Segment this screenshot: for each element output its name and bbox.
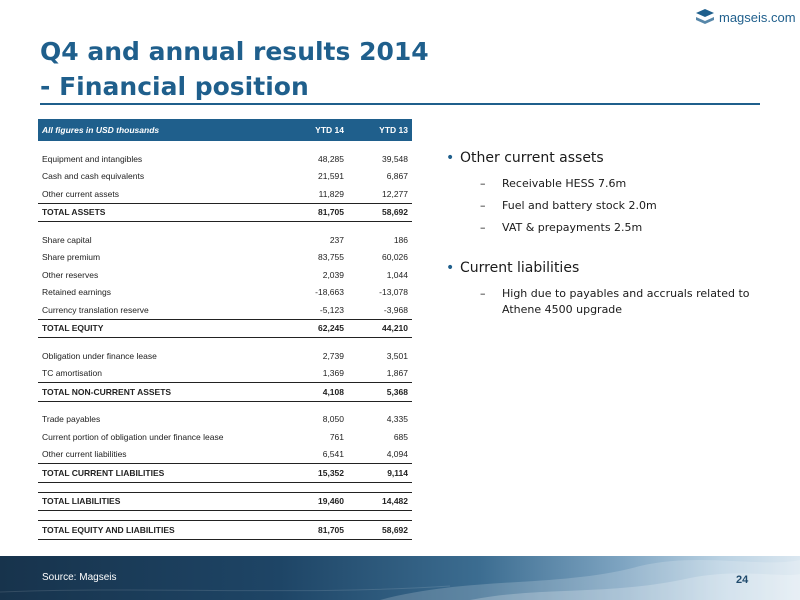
row-ytd14: 81,705 [284,203,348,222]
table-row [38,231,412,249]
row-ytd14: 8,050 [322,414,344,425]
bullet-current-liabilities: • Current liabilities [446,260,766,276]
row-ytd13: 5,368 [348,383,412,402]
row-ytd13: 6,867 [386,171,408,182]
row-label: Current portion of obligation under finance lease [42,431,224,442]
bullet-other-current-assets: • Other current assets [446,150,766,166]
row-ytd13: 14,482 [348,492,412,511]
row-ytd13: 4,094 [386,449,408,460]
table-header-row [38,119,412,141]
row-ytd14: 2,739 [322,350,344,361]
row-ytd14: -18,663 [315,287,344,298]
table-row [38,411,412,429]
table-row [38,185,412,203]
sub-bullet: – High due to payables and accruals related to Athene 4500 upgrade [446,286,766,318]
table-row [38,365,412,383]
table-row [38,266,412,284]
row-label: TOTAL ASSETS [38,203,284,222]
row-label: Other current assets [42,188,120,199]
table-row [38,249,412,267]
row-label: TC amortisation [42,368,102,379]
row-ytd13: -3,968 [383,304,408,315]
financial-position-table [38,119,412,540]
header-label: All figures in USD thousands [38,119,284,141]
table-row [38,428,412,446]
footer-banner [0,556,800,600]
row-ytd14: 48,285 [318,153,344,164]
table-row [38,446,412,464]
row-label: TOTAL CURRENT LIABILITIES [38,464,284,483]
row-label: Other reserves [42,269,99,280]
row-label: Other current liabilities [42,449,127,460]
row-label: Cash and cash equivalents [42,171,145,182]
row-ytd14: 62,245 [284,319,348,338]
row-label: Currency translation reserve [42,304,149,315]
slide-title [40,34,429,104]
spacer-row [38,511,412,521]
table-row [38,168,412,186]
row-label: Trade payables [42,414,101,425]
total-row [38,464,412,483]
magseis-logo [694,7,796,27]
row-ytd13: -13,078 [379,287,408,298]
row-ytd14: 11,829 [318,188,344,199]
row-label: Obligation under finance lease [42,350,157,361]
row-ytd14: 81,705 [284,521,348,540]
row-ytd13: 1,867 [386,368,408,379]
header-ytd14: YTD 14 [284,119,348,141]
spacer-row [38,482,412,492]
row-ytd13: 9,114 [348,464,412,483]
row-ytd14: 19,460 [284,492,348,511]
row-ytd13: 4,335 [386,414,408,425]
footer-wave-graphic [0,556,800,600]
row-ytd13: 58,692 [348,203,412,222]
row-ytd13: 685 [393,431,408,442]
row-ytd13: 3,501 [386,350,408,361]
title-divider [40,103,760,105]
row-label: Share premium [42,252,101,263]
total-row [38,492,412,511]
table-row [38,347,412,365]
spacer-row [38,222,412,232]
row-label: Equipment and intangibles [42,153,143,164]
row-ytd13: 44,210 [348,319,412,338]
table-row [38,284,412,302]
sub-bullet: – Fuel and battery stock 2.0m [446,198,766,214]
commentary-bullets [446,150,766,324]
row-ytd14: 237 [329,234,344,245]
table-row [38,301,412,319]
row-label: TOTAL NON-CURRENT ASSETS [38,383,284,402]
bullet-spacer [446,242,766,260]
total-row [38,521,412,540]
row-label: TOTAL LIABILITIES [38,492,284,511]
row-label: TOTAL EQUITY [38,319,284,338]
page-number: 24 [736,574,749,586]
row-ytd13: 12,277 [382,188,408,199]
sub-bullet: – VAT & prepayments 2.5m [446,220,766,236]
total-row [38,383,412,402]
logo-text: magseis.com [719,9,796,25]
spacer-row [38,338,412,348]
magseis-logo-icon [694,7,716,27]
table-row [38,150,412,168]
total-row [38,319,412,338]
row-ytd14: -5,123 [319,304,344,315]
row-ytd14: 21,591 [318,171,344,182]
row-ytd14: 83,755 [318,252,344,263]
row-ytd13: 58,692 [348,521,412,540]
row-label: TOTAL EQUITY AND LIABILITIES [38,521,284,540]
row-ytd14: 2,039 [322,269,344,280]
row-ytd14: 6,541 [322,449,344,460]
spacer-row [38,141,412,150]
row-ytd14: 15,352 [284,464,348,483]
header-ytd13: YTD 13 [348,119,412,141]
title-line-2: - Financial position [40,72,309,101]
row-ytd13: 39,548 [382,153,408,164]
total-row [38,203,412,222]
spacer-row [38,401,412,411]
row-ytd14: 1,369 [322,368,344,379]
row-ytd14: 4,108 [284,383,348,402]
row-ytd13: 186 [393,234,408,245]
row-label: Share capital [42,234,92,245]
row-ytd13: 1,044 [386,269,408,280]
source-note: Source: Magseis [42,572,117,583]
title-line-1: Q4 and annual results 2014 [40,37,429,66]
row-label: Retained earnings [42,287,111,298]
sub-bullet: – Receivable HESS 7.6m [446,176,766,192]
row-ytd14: 761 [329,431,344,442]
row-ytd13: 60,026 [382,252,408,263]
